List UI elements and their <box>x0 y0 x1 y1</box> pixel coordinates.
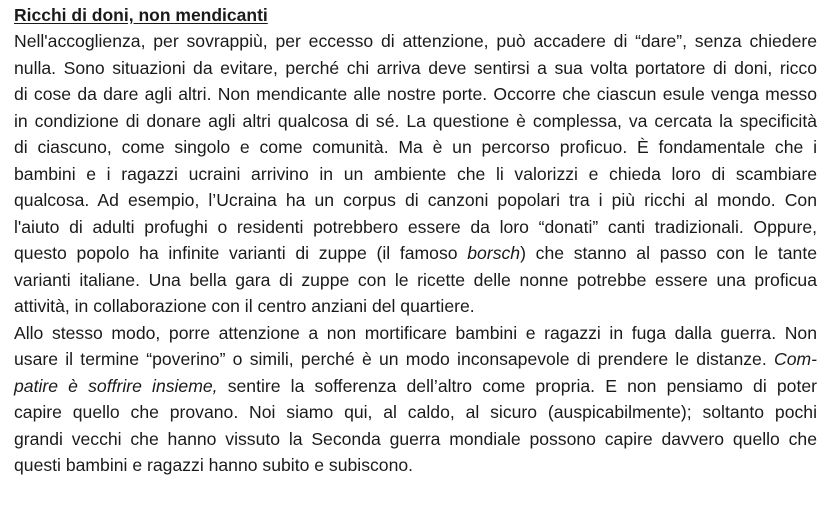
text-line: Nell'accoglienza, per sovrappiù, per eccesso di attenzione, può accadere di “dare”, senza chiedere <box>14 31 817 51</box>
text-line: attività, in collaborazione con il centro anziani del quartiere. <box>14 296 475 316</box>
text-line <box>14 346 817 373</box>
italic-phrase: Com- <box>773 349 817 369</box>
text-line: di cose da dare agli altri. Non mendicante alle nostre porte. Occorre che ciascun esule venga messo <box>14 84 817 104</box>
text-line <box>14 373 817 400</box>
text-run: ) che stanno al passo con le tante <box>520 243 817 263</box>
text-run: usare il termine “poverino” o simili, perché è un modo inconsapevole di prendere le distanze. <box>14 349 774 369</box>
text-line: grandi vecchi che hanno vissuto la Seconda guerra mondiale possono capire davvero quello che <box>14 428 817 449</box>
text-line: questi bambini e ragazzi hanno subito e subiscono. <box>14 455 414 475</box>
text-line: Allo stesso modo, porre attenzione a non mortificare bambini e ragazzi in fuga dalla guerra. Non <box>14 322 817 343</box>
italic-phrase: patire è soffrire insieme, <box>14 375 218 396</box>
document-page <box>14 2 817 479</box>
paragraph-2 <box>14 320 817 479</box>
text-line: varianti italiane. Una bella gara di zuppe con le ricette delle nonne potrebbe essere una proficua <box>14 269 817 290</box>
text-line: capire quello che provano. Noi siamo qui, al caldo, al sicuro (auspicabilmente); soltanto pochi <box>14 402 817 422</box>
text-run: questo popolo ha infinite varianti di zuppe (il famoso <box>14 243 468 263</box>
text-line: nulla. Sono situazioni da evitare, perché chi arriva deve sentirsi a sua volta portatore di doni, ricco <box>14 57 817 78</box>
text-run: sentire la sofferenza dell’altro come propria. E non pensiamo di poter <box>217 375 817 396</box>
text-line: bambini e i ragazzi ucraini arrivino in un ambiente che li valorizzi e chieda loro di scambiare <box>14 163 817 184</box>
italic-term-borsch: borsch <box>467 243 521 263</box>
text-line <box>14 240 817 267</box>
text-line: di ciascuno, come singolo e come comunità. Ma è un percorso proficuo. È fondamentale che i <box>14 137 817 157</box>
text-line: l'aiuto di adulti profughi o residenti potrebbero essere da loro “donati” canti tradizionali. Oppure, <box>14 216 817 237</box>
text-line: qualcosa. Ad esempio, l’Ucraina ha un corpus di canzoni popolari tra i più ricchi al mondo. Con <box>14 190 817 210</box>
section-title: Ricchi di doni, non mendicanti <box>14 5 268 25</box>
text-line: in condizione di donare agli altri qualcosa di sé. La questione è complessa, va cercata la specificità <box>14 110 817 131</box>
paragraph-1 <box>14 28 817 320</box>
